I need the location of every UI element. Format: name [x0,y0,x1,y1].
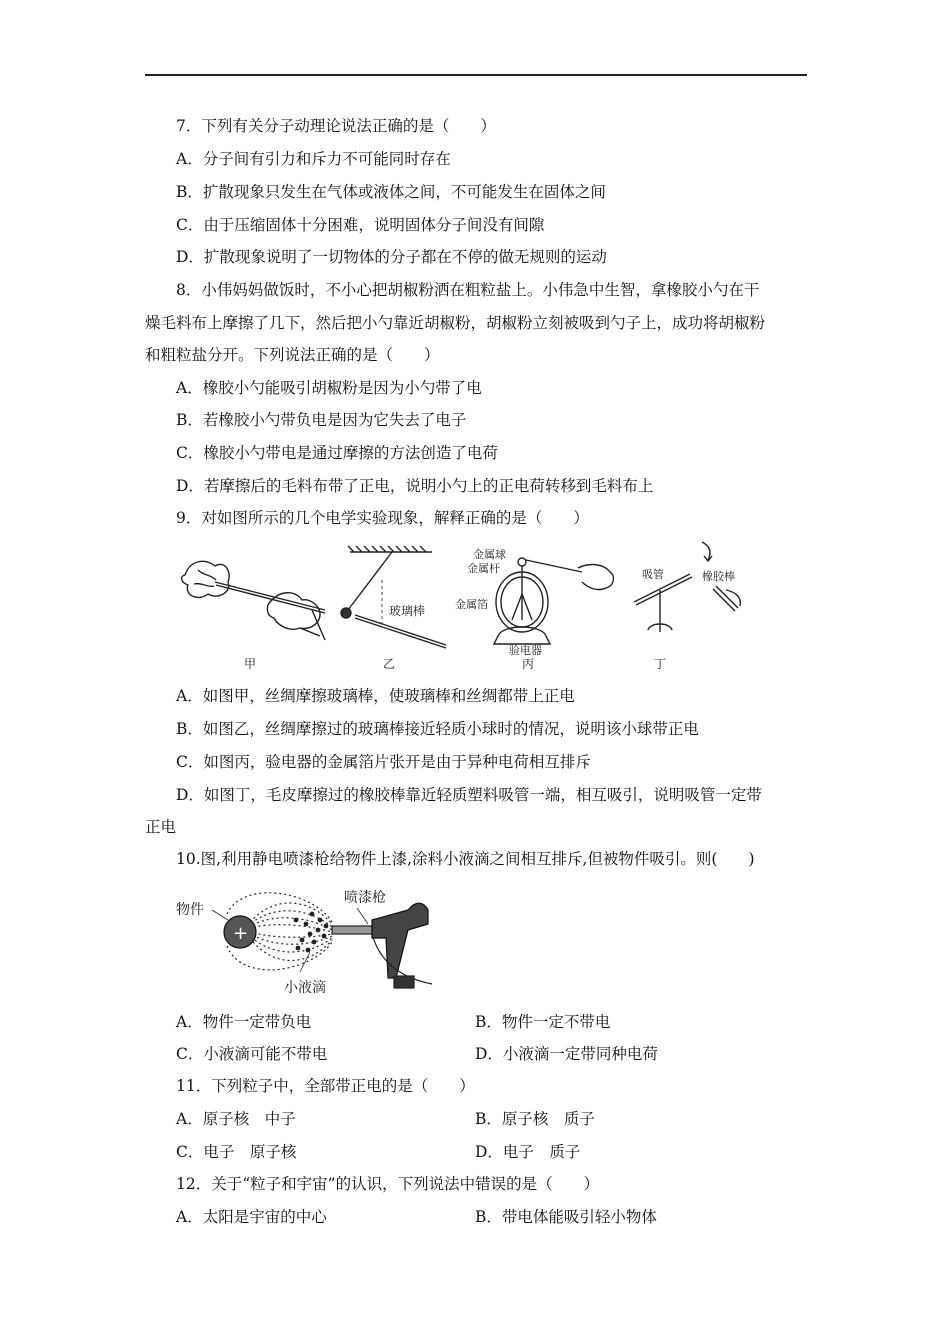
q10-stem: 10.图,利用静电喷漆枪给物件上漆,涂料小液滴之间相互排斥,但被物件吸引。则( ) [176,850,755,868]
q7-option-c: C．由于压缩固体十分困难，说明固体分子间没有间隙 [176,216,545,234]
q7-option-d: D．扩散现象说明了一切物体的分子都在不停的做无规则的运动 [176,248,607,266]
q9-option-d-continued: 正电 [145,818,177,836]
q7-option-b: B．扩散现象只发生在气体或液体之间，不可能发生在固体之间 [176,183,606,201]
q9-option-c: C．如图丙，验电器的金属箔片张开是由于异种电荷相互排斥 [176,753,591,771]
label-metal-ball: 金属球 [473,548,506,561]
label-spray-gun: 喷漆枪 [344,890,386,906]
q8-stem-line-1: 8．小伟妈妈做饭时，不小心把胡椒粉洒在粗粒盐上。小伟急中生智，拿橡胶小勺在干 [176,281,760,299]
q8-stem-line-3: 和粗粒盐分开。下列说法正确的是（ ） [145,346,440,364]
q9-option-d: D．如图丁，毛皮摩擦过的橡胶棒靠近轻质塑料吸管一端，相互吸引，说明吸管一定带 [176,786,762,804]
q9-option-a: A．如图甲，丝绸摩擦玻璃棒，使玻璃棒和丝绸都带上正电 [176,687,575,705]
label-rubber-rod: 橡胶棒 [702,570,735,583]
q8-stem-line-2: 燥毛料布上摩擦了几下，然后把小勺靠近胡椒粉，胡椒粉立刻被吸到勺子上，成功将胡椒粉 [145,314,766,332]
q10-option-c: C．小液滴可能不带电 [176,1045,328,1063]
q8-option-b: B．若橡胶小勺带负电是因为它失去了电子 [176,411,467,429]
q11-stem: 11．下列粒子中，全部带正电的是（ ） [176,1077,475,1095]
q11-option-b: B．原子核 质子 [475,1110,595,1128]
q11-option-c: C．电子 原子核 [176,1143,297,1161]
caption-jia: 甲 [244,657,257,671]
q7-stem: 7．下列有关分子动理论说法正确的是（ ） [176,117,496,135]
label-glass-rod: 玻璃棒 [389,604,426,618]
caption-yi: 乙 [383,657,396,671]
q9-stem: 9．对如图所示的几个电学实验现象，解释正确的是（ ） [176,509,589,527]
q12-stem: 12．关于“粒子和宇宙”的认识，下列说法中错误的是（ ） [176,1175,600,1193]
q12-option-a: A．太阳是宇宙的中心 [176,1208,327,1226]
q9-option-b: B．如图乙，丝绸摩擦过的玻璃棒接近轻质小球时的情况，说明该小球带正电 [176,720,699,738]
caption-bing: 丙 [522,657,535,671]
label-droplets: 小液滴 [284,980,326,996]
fig-jia-silk-rubbing [182,561,325,640]
q12-option-b: B．带电体能吸引轻小物体 [475,1208,657,1226]
q8-option-a: A．橡胶小勺能吸引胡椒粉是因为小勺带了电 [176,379,482,397]
q8-option-d: D．若摩擦后的毛料布带了正电，说明小勺上的正电荷转移到毛料布上 [176,477,654,495]
q11-option-a: A．原子核 中子 [176,1110,296,1128]
q10-option-d: D．小液滴一定带同种电荷 [475,1045,658,1063]
q10-figure [172,880,442,1000]
q11-option-d: D．电子 质子 [475,1143,581,1161]
q10-option-a: A．物件一定带负电 [176,1013,312,1031]
q10-option-b: B．物件一定不带电 [475,1013,611,1031]
object-plus-sign: + [233,923,249,944]
fig-ding-straw [634,542,740,632]
caption-ding: 丁 [654,657,667,671]
label-electroscope: 验电器 [509,644,542,657]
droplets [294,912,329,953]
q9-figure [170,540,760,675]
fig-yi-pendulum [341,546,446,648]
label-object: 物件 [176,902,204,918]
q8-option-c: C．橡胶小勺带电是通过摩擦的方法创造了电荷 [176,444,498,462]
label-metal-rod: 金属杆 [467,562,500,575]
spray-gun [332,903,432,988]
label-metal-foil: 金属箔 [455,598,488,611]
q7-option-a: A．分子间有引力和斥力不可能同时存在 [176,150,451,168]
header-rule [145,74,807,76]
label-straw: 吸管 [642,568,664,581]
fig-bing-electroscope [494,558,613,644]
